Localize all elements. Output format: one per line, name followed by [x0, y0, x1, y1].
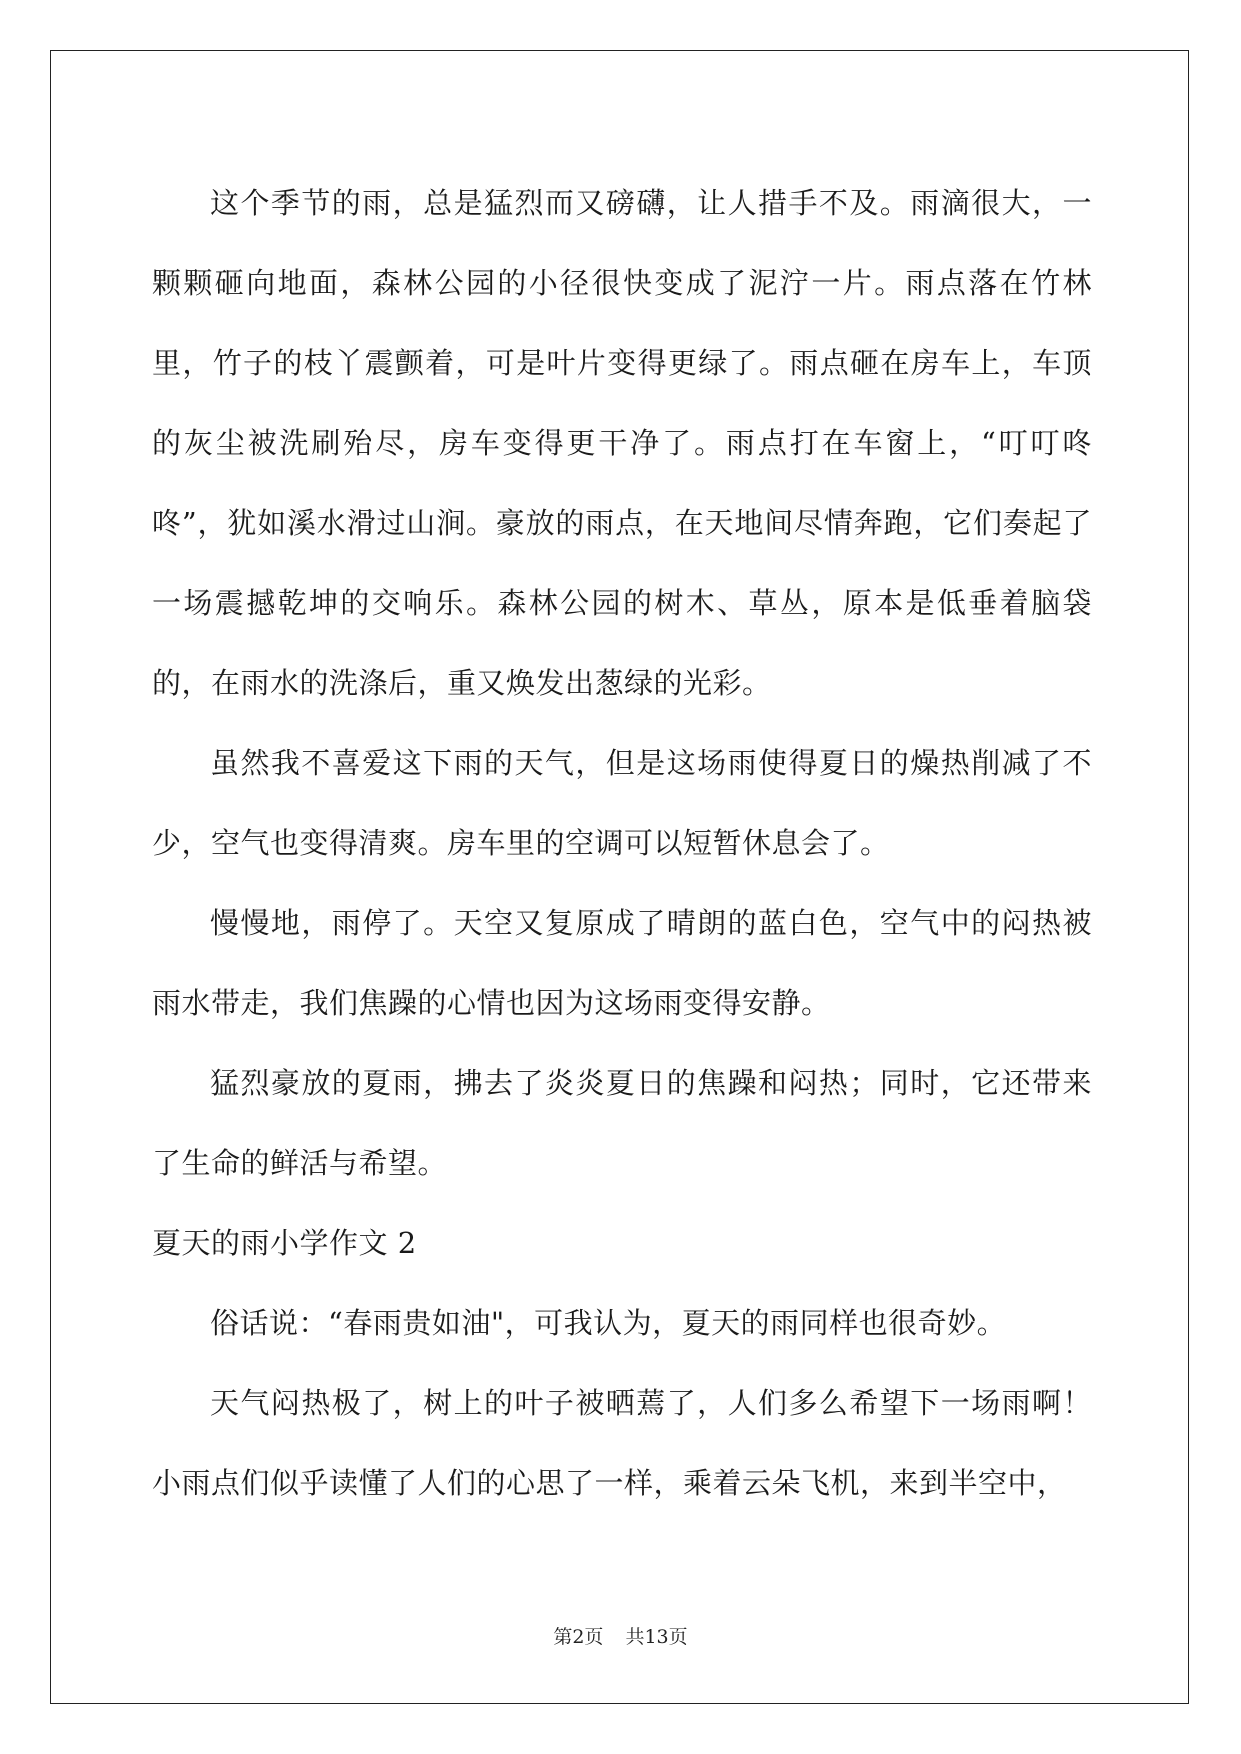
- page-number: 第2页: [553, 1626, 604, 1648]
- document-body: [152, 163, 1092, 1523]
- paragraph: 天气闷热极了，树上的叶子被晒蔫了，人们多么希望下一场雨啊！小雨点们似乎读懂了人们的心思了一样，乘着云朵飞机，来到半空中，: [152, 1386, 1092, 1500]
- paragraph: 慢慢地，雨停了。天空又复原成了晴朗的蓝白色，空气中的闷热被雨水带走，我们焦躁的心情也因为这场雨变得安静。: [152, 906, 1092, 1020]
- page-footer: [0, 1622, 1241, 1649]
- paragraph: 俗话说：“春雨贵如油"，可我认为，夏天的雨同样也很奇妙。: [210, 1306, 1007, 1340]
- section-heading: 夏天的雨小学作文 2: [152, 1226, 417, 1260]
- paragraph: 猛烈豪放的夏雨，拂去了炎炎夏日的焦躁和闷热；同时，它还带来了生命的鲜活与希望。: [152, 1066, 1092, 1180]
- paragraph: 虽然我不喜爱这下雨的天气，但是这场雨使得夏日的燥热削减了不少，空气也变得清爽。房车里的空调可以短暂休息会了。: [152, 746, 1092, 860]
- paragraph: 这个季节的雨，总是猛烈而又磅礴，让人措手不及。雨滴很大，一颗颗砸向地面，森林公园的小径很快变成了泥泞一片。雨点落在竹林里，竹子的枝丫震颤着，可是叶片变得更绿了。雨点砸在房车上，车顶的灰尘被洗刷殆尽，房车变得更干净了。雨点打在车窗上，“叮叮咚咚”，犹如溪水滑过山涧。豪放的雨点，在天地间尽情奔跑，它们奏起了一场震撼乾坤的交响乐。森林公园的树木、草丛，原本是低垂着脑袋的，在雨水的洗涤后，重又焕发出葱绿的光彩。: [152, 186, 1092, 700]
- page-total: 共13页: [625, 1626, 688, 1648]
